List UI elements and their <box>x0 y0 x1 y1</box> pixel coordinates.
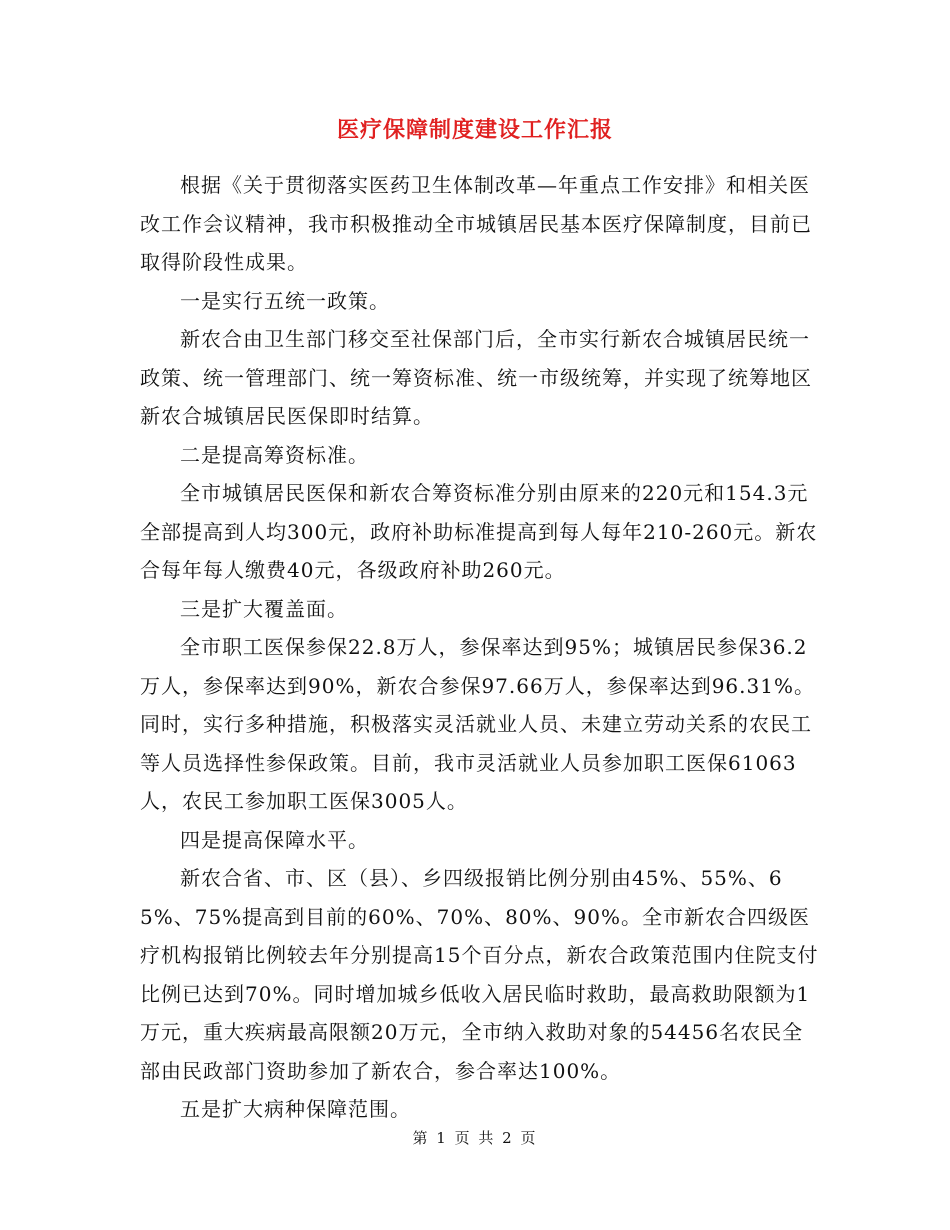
paragraph-section-4: 新农合省、市、区（县）、乡四级报销比例分别由45%、55%、65%、75%提高到目前的60%、70%、80%、90%。全市新农合四级医疗机构报销比例较去年分别提高15个百分点，新农合政策范围内住院支付比例已达到70%。同时增加城乡低收入居民临时救助，最高救助限额为1万元，重大疾病最高限额20万元，全市纳入救助对象的54456名农民全部由民政部门资助参加了新农合，参合率达100%。 <box>140 866 819 1083</box>
paragraph-section-1: 新农合由卫生部门移交至社保部门后，全市实行新农合城镇居民统一政策、统一管理部门、统一筹资标准、统一市级统筹，并实现了统筹地区新农合城镇居民医保即时结算。 <box>140 327 812 428</box>
section-heading-5: 五是扩大病种保障范围。 <box>180 1097 411 1121</box>
paragraph-intro: 根据《关于贯彻落实医药卫生体制改革—年重点工作安排》和相关医改工作会议精神，我市积极推动全市城镇居民基本医疗保障制度，目前已取得阶段性成果。 <box>140 173 812 274</box>
section-heading-2: 二是提高筹资标准。 <box>180 442 369 467</box>
footer-prefix: 第 <box>412 1129 430 1147</box>
section-heading-1: 一是实行五统一政策。 <box>180 288 390 313</box>
footer-middle: 页 共 <box>454 1129 496 1147</box>
section-heading-4: 四是提高保障水平。 <box>180 827 369 852</box>
page-footer <box>0 1126 950 1150</box>
document-body <box>140 166 820 1129</box>
document-title: 医疗保障制度建设工作汇报 <box>336 117 613 143</box>
paragraph-section-3: 全市职工医保参保22.8万人，参保率达到95%；城镇居民参保36.2万人，参保率达到90%，新农合参保97.66万人，参保率达到96.31%。同时，实行多种措施，积极落实灵活就业人员、未建立劳动关系的农民工等人员选择性参保政策。目前，我市灵活就业人员参加职工医保61063人，农民工参加职工医保3005人。 <box>140 635 815 813</box>
section-heading-3: 三是扩大覆盖面。 <box>180 596 348 621</box>
paragraph-section-2: 全市城镇居民医保和新农合筹资标准分别由原来的220元和154.3元全部提高到人均300元，政府补助标准提高到每人每年210-260元。新农合每年每人缴费40元，各级政府补助260元。 <box>140 481 818 582</box>
footer-suffix: 页 <box>520 1129 538 1147</box>
footer-current-page: 1 <box>436 1129 448 1147</box>
footer-total-pages: 2 <box>502 1129 514 1147</box>
